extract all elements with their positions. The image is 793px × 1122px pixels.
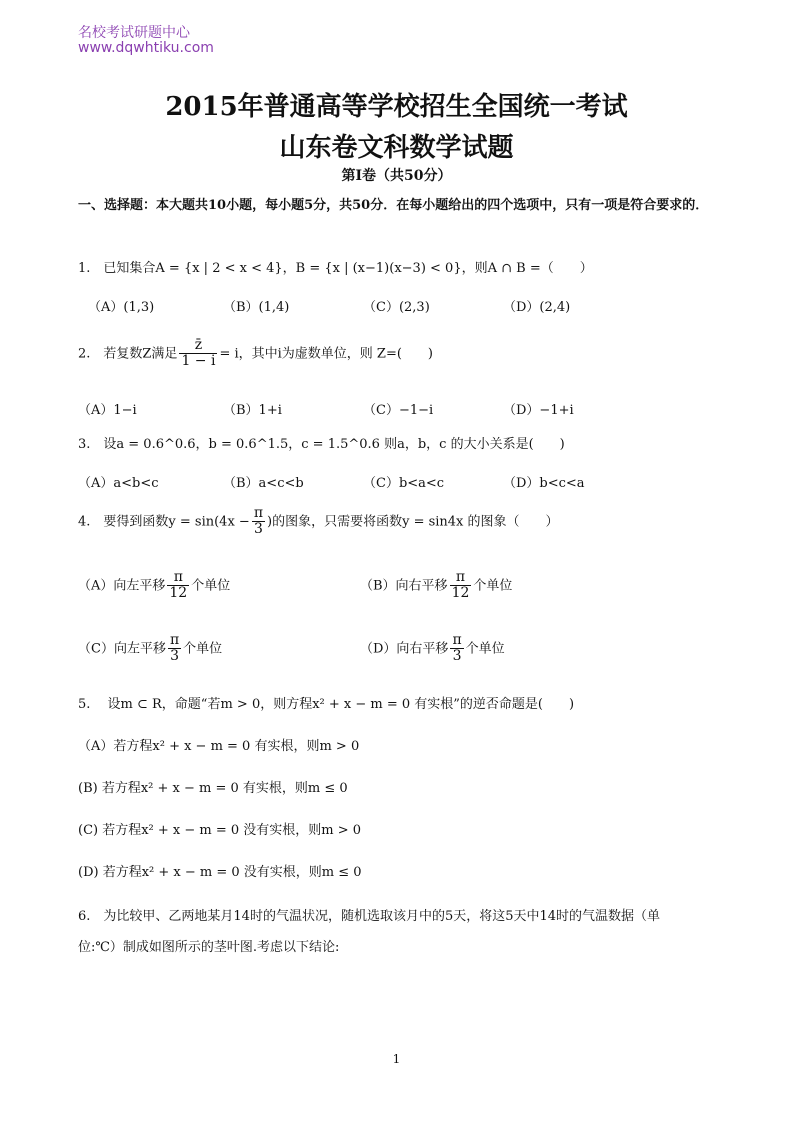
q4-d-num: π	[452, 632, 462, 648]
q4-d-fraction	[450, 633, 463, 665]
q4-c-num: π	[169, 632, 180, 648]
q1-option-a: （A）(1,3)	[88, 300, 155, 315]
q3-option-a: （A）a<b<c	[78, 476, 159, 491]
q2-stem-pre: 2. 若复数Z满足	[78, 346, 178, 362]
q4-a-unit: 个单位	[191, 578, 231, 594]
q4-a-text: （A）向左平移	[78, 578, 166, 594]
q4-c-fraction	[168, 633, 181, 665]
q4-a-fraction	[167, 570, 189, 602]
q4-c-unit: 个单位	[183, 641, 223, 657]
q4-stem-post: )的图象，只需要将函数y = sin4x 的图象（ ）	[267, 514, 559, 530]
q4-b-den: 12	[451, 585, 470, 602]
q3-option-c: （C）b<a<c	[363, 476, 445, 491]
q4-fraction	[252, 506, 265, 538]
q4-b-unit: 个单位	[473, 578, 513, 594]
q1-option-c: （C）(2,3)	[363, 300, 430, 315]
q1-stem: 1. 已知集合A = {x | 2 < x < 4}，B = {x | (x−1)(x−3) < 0}，则A ∩ B =（ ）	[78, 261, 593, 276]
q2-option-b: （B）1+i	[223, 403, 282, 418]
q1-option-b: （B）(1,4)	[223, 300, 290, 315]
volume-heading: 第Ⅰ卷（共50分）	[341, 168, 452, 184]
q4-d-unit: 个单位	[465, 641, 505, 657]
q4-c-den: 3	[170, 648, 180, 665]
q6-stem-line1: 6. 为比较甲、乙两地某月14时的气温状况，随机选取该月中的5天，将这5天中14时的气温数据（单	[78, 909, 661, 924]
q2-frac-den: 1 − i	[181, 353, 216, 370]
exam-title: 2015年普通高等学校招生全国统一考试	[165, 92, 628, 122]
q4-a-num: π	[167, 570, 189, 586]
q5-stem: 5. 设m ⊂ R，命题“若m > 0，则方程x² + x − m = 0 有实根”的逆否命题是( )	[78, 697, 575, 712]
q2-option-c: （C）−1−i	[363, 403, 434, 418]
q4-frac-den: 3	[253, 521, 263, 538]
q4-stem	[78, 506, 559, 538]
q2-fraction	[179, 338, 217, 370]
q2-frac-num: z̄	[179, 338, 217, 354]
q3-stem: 3. 设a = 0.6^0.6，b = 0.6^1.5，c = 1.5^0.6 则a，b，c 的大小关系是( )	[78, 437, 565, 452]
q4-b-text: （B）向右平移	[360, 578, 448, 594]
q4-c-text: （C）向左平移	[78, 641, 166, 657]
q6-stem-line2: 位:℃）制成如图所示的茎叶图.考虑以下结论:	[78, 940, 340, 955]
q4-frac-num: π	[253, 505, 264, 521]
page-number: 1	[392, 1052, 401, 1066]
watermark-url: www.dqwhtiku.com	[78, 40, 214, 56]
q2-option-d: （D）−1+i	[503, 403, 574, 418]
q4-option-a	[78, 570, 230, 602]
q4-d-text: （D）向右平移	[360, 641, 449, 657]
q4-a-den: 12	[169, 585, 188, 602]
q4-option-d	[360, 633, 505, 665]
section-instructions: 一、选择题：本大题共10小题，每小题5分，共50分．在每小题给出的四个选项中，只有一项是符合要求的．	[78, 198, 709, 213]
watermark-name: 名校考试研题中心	[78, 25, 190, 41]
q2-option-a: （A）1−i	[78, 403, 137, 418]
q1-option-d: （D）(2,4)	[503, 300, 571, 315]
q4-stem-pre: 4. 要得到函数y = sin(4x −	[78, 514, 250, 530]
q3-option-d: （D）b<c<a	[503, 476, 585, 491]
q2-stem	[78, 338, 433, 370]
q5-option-d: (D) 若方程x² + x − m = 0 没有实根，则m ≤ 0	[78, 865, 362, 880]
q4-b-num: π	[450, 570, 472, 586]
q2-stem-post: = i，其中i为虚数单位，则 Z=( )	[219, 346, 433, 362]
q5-option-c: (C) 若方程x² + x − m = 0 没有实根，则m > 0	[78, 823, 362, 838]
q4-d-den: 3	[452, 648, 462, 665]
q4-option-b	[360, 570, 512, 602]
q5-option-b: (B) 若方程x² + x − m = 0 有实根，则m ≤ 0	[78, 781, 348, 796]
exam-subtitle: 山东卷文科数学试题	[279, 133, 514, 163]
q5-option-a: （A）若方程x² + x − m = 0 有实根，则m > 0	[78, 739, 360, 754]
q4-option-c	[78, 633, 222, 665]
q4-b-fraction	[450, 570, 472, 602]
q3-option-b: （B）a<c<b	[223, 476, 304, 491]
